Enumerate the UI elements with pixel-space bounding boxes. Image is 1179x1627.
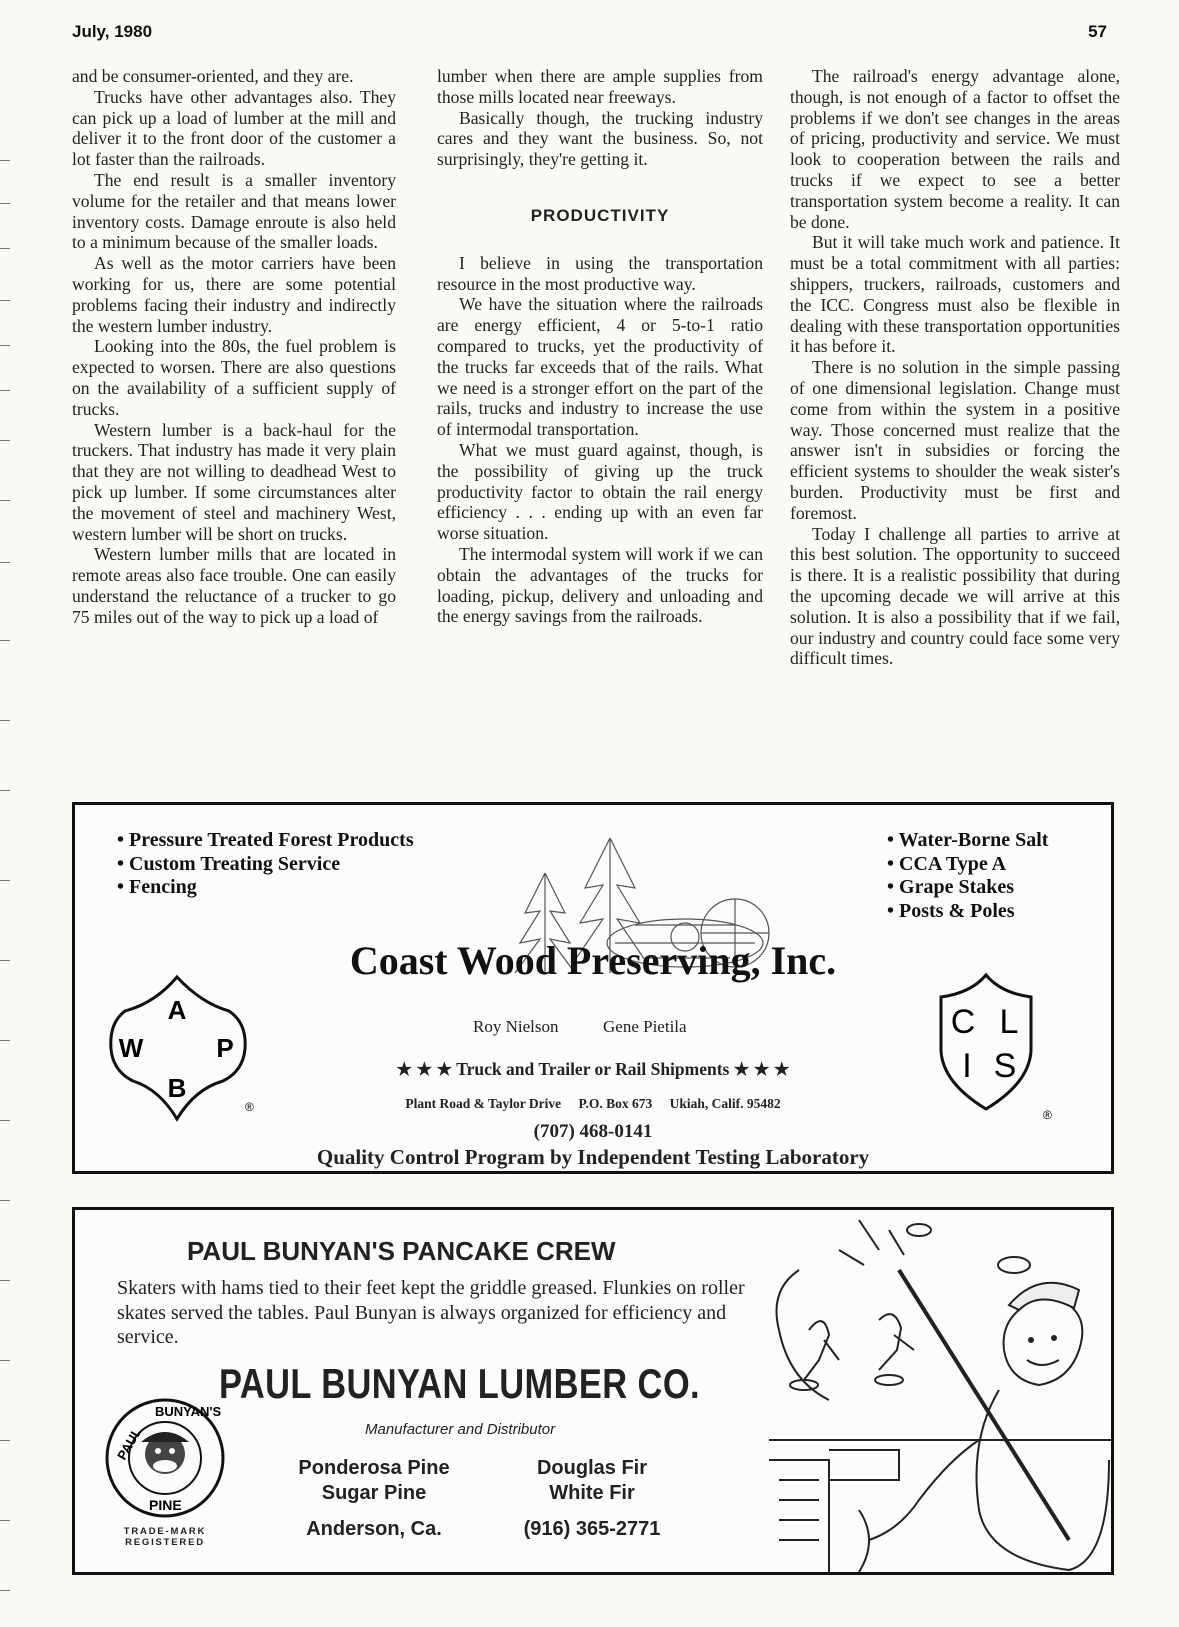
- paragraph: We have the situation where the railroads are energy efficient, 4 or 5-to-1 ratio compared to trucks, yet the productivity of the trucks far exceeds that of the rails. What we need is a stronger effort on the part of the rails, trucks and industry to increase the use of intermodal transportation.: [437, 294, 763, 440]
- svg-text:PINE: PINE: [149, 1497, 182, 1513]
- issue-date: July, 1980: [72, 22, 153, 41]
- paragraph: But it will take much work and patience. It must be a total commitment with all parties: shippers, truckers, railroads, customers and the ICC. Congress must also be flexible in dealing with these transportation opportunities it has before it.: [790, 232, 1120, 357]
- shipping-line: ★ ★ ★ Truck and Trailer or Rail Shipments ★ ★ ★: [396, 1059, 790, 1079]
- list-item: • Posts & Poles: [887, 900, 1048, 924]
- list-item: • Water-Borne Salt: [887, 829, 1048, 853]
- list-item: • Grape Stakes: [887, 876, 1048, 900]
- section-heading: PRODUCTIVITY: [530, 205, 670, 225]
- paragraph: The end result is a smaller inventory volume for the retailer and that means lower inventory costs. Damage enroute is also held to a minimum because of the smaller loads.: [72, 169, 396, 253]
- phone-number: (916) 365-2771: [523, 1518, 661, 1540]
- product-name: Sugar Pine: [321, 1482, 427, 1504]
- paragraph: Basically though, the trucking industry cares and they want the business. So, not surprisingly, they're getting it.: [437, 107, 763, 170]
- company-name: Coast Wood Preserving, Inc.: [349, 938, 837, 983]
- po-box: P.O. Box 673: [578, 1096, 653, 1111]
- paragraph: What we must guard against, though, is the possibility of giving up the truck productivity factor to obtain the rail energy efficiency . . . ending up with an even far worse situation.: [437, 439, 763, 544]
- ad-body: Skaters with hams tied to their feet kept the griddle greased. Flunkies on roller skates served the tables. Paul Bunyan is always organized for efficiency and service.: [117, 1277, 745, 1348]
- svg-text:W: W: [118, 1033, 144, 1063]
- paragraph: The railroad's energy advantage alone, though, is not enough of a factor to offset the problems if we don't see changes in the areas of pricing, productivity and service. We must look to cooperation between the rails and trucks if we expect to see a better transportation system become a reality. It can be done.: [790, 66, 1120, 232]
- paragraph: Today I challenge all parties to arrive at this best solution. The opportunity to succeed is there. It is a realistic possibility that during the upcoming decade we will arrive at this solution. It is also a possibility that if we fail, our industry and country could face some very difficult times.: [790, 523, 1120, 669]
- product-name: Douglas Fir: [536, 1457, 647, 1479]
- company-subtitle: Manufacturer and Distributor: [365, 1421, 556, 1438]
- paragraph: I believe in using the transportation resource in the most productive way.: [437, 252, 763, 294]
- phone-number: (707) 468-0141: [533, 1121, 653, 1142]
- street-address: Plant Road & Taylor Drive: [405, 1096, 562, 1111]
- product-name: White Fir: [549, 1482, 635, 1504]
- svg-text:I: I: [962, 1047, 972, 1085]
- svg-text:BUNYAN'S: BUNYAN'S: [155, 1404, 222, 1419]
- svg-text:A: A: [167, 995, 187, 1025]
- paragraph: As well as the motor carriers have been working for us, there are some potential problems facing their industry and indirectly the western lumber industry.: [72, 253, 396, 336]
- paragraph: and be consumer-oriented, and they are.: [72, 66, 354, 86]
- product-list-right: [887, 829, 1048, 923]
- svg-text:L: L: [999, 1003, 1019, 1041]
- paragraph: There is no solution in the simple passing of one dimensional legislation. Change must come from within the system in a positive way. Those concerned must realize that the answer isn't in subsidies or forcing the efficient systems to shoulder the weak sister's burden. Productivity must be first and foremost.: [790, 357, 1120, 523]
- quality-statement: Quality Control Program by Independent Testing Laboratory: [316, 1145, 870, 1169]
- product-group-fir: [503, 1456, 681, 1506]
- list-item: • Pressure Treated Forest Products: [117, 829, 414, 853]
- paragraph: lumber when there are ample supplies from those mills located near freeways.: [437, 66, 763, 107]
- edge-marks: [0, 0, 10, 1627]
- paul-bunyan-advertisement: [72, 1207, 1114, 1575]
- clis-logo: [931, 971, 1091, 1131]
- paul-bunyan-seal-logo: [103, 1396, 227, 1520]
- pancake-cook-illustration: [769, 1210, 1111, 1572]
- trademark-label: TRADE-MARK REGISTERED: [123, 1526, 207, 1548]
- paragraph: Western lumber mills that are located in remote areas also face trouble. One can easily understand the reluctance of a trucker to go 75 miles out of the way to pick up a load of: [72, 544, 396, 627]
- paragraph: Western lumber is a back-haul for the truckers. That industry has made it very plain that they are not willing to deadhead West to pick up lumber. If some circumstances alter the movement of steel and machinery West, western lumber will be short on trucks.: [72, 419, 396, 544]
- paragraph: The intermodal system will work if we can obtain the advantages of the trucks for loading, pickup, delivery and unloading and the energy savings from the railroads.: [437, 543, 763, 627]
- wwpa-logo: [105, 973, 280, 1123]
- article-column-2: [437, 66, 763, 627]
- svg-text:®: ®: [1043, 1108, 1052, 1122]
- product-list-left: [117, 829, 414, 900]
- svg-text:P: P: [216, 1033, 234, 1063]
- svg-text:C: C: [950, 1003, 976, 1041]
- svg-text:B: B: [167, 1073, 187, 1103]
- ad-title: PAUL BUNYAN'S PANCAKE CREW: [187, 1236, 616, 1266]
- list-item: • Fencing: [117, 876, 414, 900]
- product-group-pine: [285, 1456, 463, 1506]
- coast-wood-advertisement: [72, 802, 1114, 1174]
- contact-name: Roy Nielson: [473, 1017, 559, 1036]
- company-name: PAUL BUNYAN LUMBER CO.: [219, 1360, 701, 1407]
- list-item: • Custom Treating Service: [117, 853, 414, 877]
- city-zip: Ukiah, Calif. 95482: [669, 1096, 781, 1111]
- svg-text:®: ®: [245, 1100, 254, 1114]
- svg-text:S: S: [993, 1047, 1017, 1085]
- location: Anderson, Ca.: [306, 1518, 442, 1540]
- paragraph: Looking into the 80s, the fuel problem is expected to worsen. There are also questions on the availability of a sufficient supply of trucks.: [72, 336, 396, 419]
- product-name: Ponderosa Pine: [298, 1457, 450, 1479]
- list-item: • CCA Type A: [887, 853, 1048, 877]
- article-column-1: [72, 66, 396, 628]
- article-column-3: [790, 66, 1120, 669]
- page-number: 57: [1088, 22, 1107, 41]
- svg-text:PAUL: PAUL: [114, 1425, 145, 1463]
- paragraph: Trucks have other advantages also. They can pick up a load of lumber at the mill and deliver it to the front door of the customer a lot faster than the railroads.: [72, 86, 396, 170]
- contact-name: Gene Pietila: [603, 1017, 687, 1036]
